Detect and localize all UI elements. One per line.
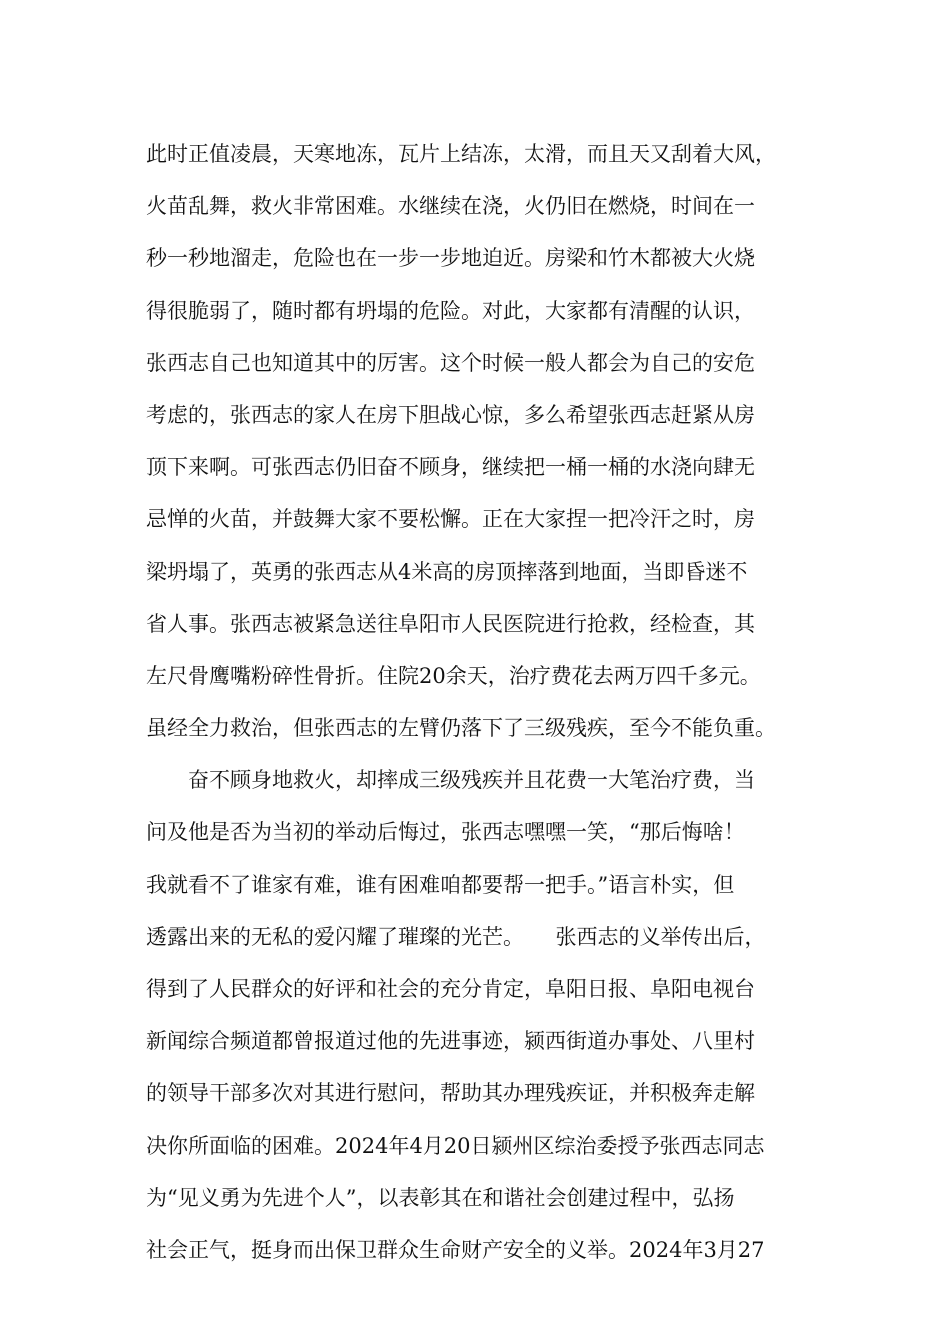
text-line: 为“见义勇为先进个人”，以表彰其在和谐社会创建过程中，弘扬 [146, 1185, 735, 1210]
text-line: 考虑的，张西志的家人在房下胆战心惊，多么希望张西志赶紧从房 [146, 402, 755, 427]
text-line: 社会正气，挺身而出保卫群众生命财产安全的义举。2024年3月27 [146, 1237, 765, 1262]
body-text [146, 128, 836, 1276]
text-line: 秒一秒地溜走，危险也在一步一步地迫近。房梁和竹木都被大火烧 [146, 246, 755, 271]
text-line: 得很脆弱了，随时都有坍塌的危险。对此，大家都有清醒的认识， [146, 298, 755, 323]
text-line: 的领导干部多次对其进行慰问，帮助其办理残疾证，并积极奔走解 [146, 1081, 755, 1106]
text-line: 顶下来啊。可张西志仍旧奋不顾身，继续把一桶一桶的水浇向肆无 [146, 455, 755, 480]
text-line: 得到了人民群众的好评和社会的充分肯定，阜阳日报、阜阳电视台 [146, 977, 755, 1001]
text-line: 火苗乱舞，救火非常困难。水继续在浇，火仍旧在燃烧，时间在一 [146, 194, 755, 219]
text-line: 我就看不了谁家有难，谁有困难咱都要帮一把手。”语言朴实，但 [146, 872, 735, 897]
text-line: 此时正值凌晨，天寒地冻，瓦片上结冻，太滑，而且天又刮着大风， [146, 142, 776, 166]
text-line: 奋不顾身地救火，却摔成三级残疾并且花费一大笔治疗费，当 [188, 768, 755, 793]
text-line: 新闻综合频道都曾报道过他的先进事迹，颍西街道办事处、八里村 [146, 1029, 755, 1054]
text-line: 问及他是否为当初的举动后悔过，张西志嘿嘿一笑，“那后悔啥！ [146, 820, 745, 845]
text-line: 虽经全力救治，但张西志的左臂仍落下了三级残疾，至今不能负重。 [146, 716, 776, 741]
text-line: 决你所面临的困难。2024年4月20日颍州区综治委授予张西志同志 [146, 1133, 765, 1158]
text-line: 省人事。张西志被紧急送往阜阳市人民医院进行抢救，经检查，其 [146, 611, 755, 636]
text-line: 忌惮的火苗，并鼓舞大家不要松懈。正在大家捏一把冷汗之时，房 [146, 507, 755, 532]
text-line: 梁坍塌了，英勇的张西志从4米高的房顶摔落到地面，当即昏迷不 [146, 559, 748, 584]
text-line: 左尺骨鹰嘴粉碎性骨折。住院20余天，治疗费花去两万四千多元。 [146, 663, 761, 688]
text-line: 透露出来的无私的爱闪耀了璀璨的光芒。 张西志的义举传出后， [146, 924, 766, 949]
text-line: 张西志自己也知道其中的厉害。这个时候一般人都会为自己的安危 [146, 350, 755, 375]
